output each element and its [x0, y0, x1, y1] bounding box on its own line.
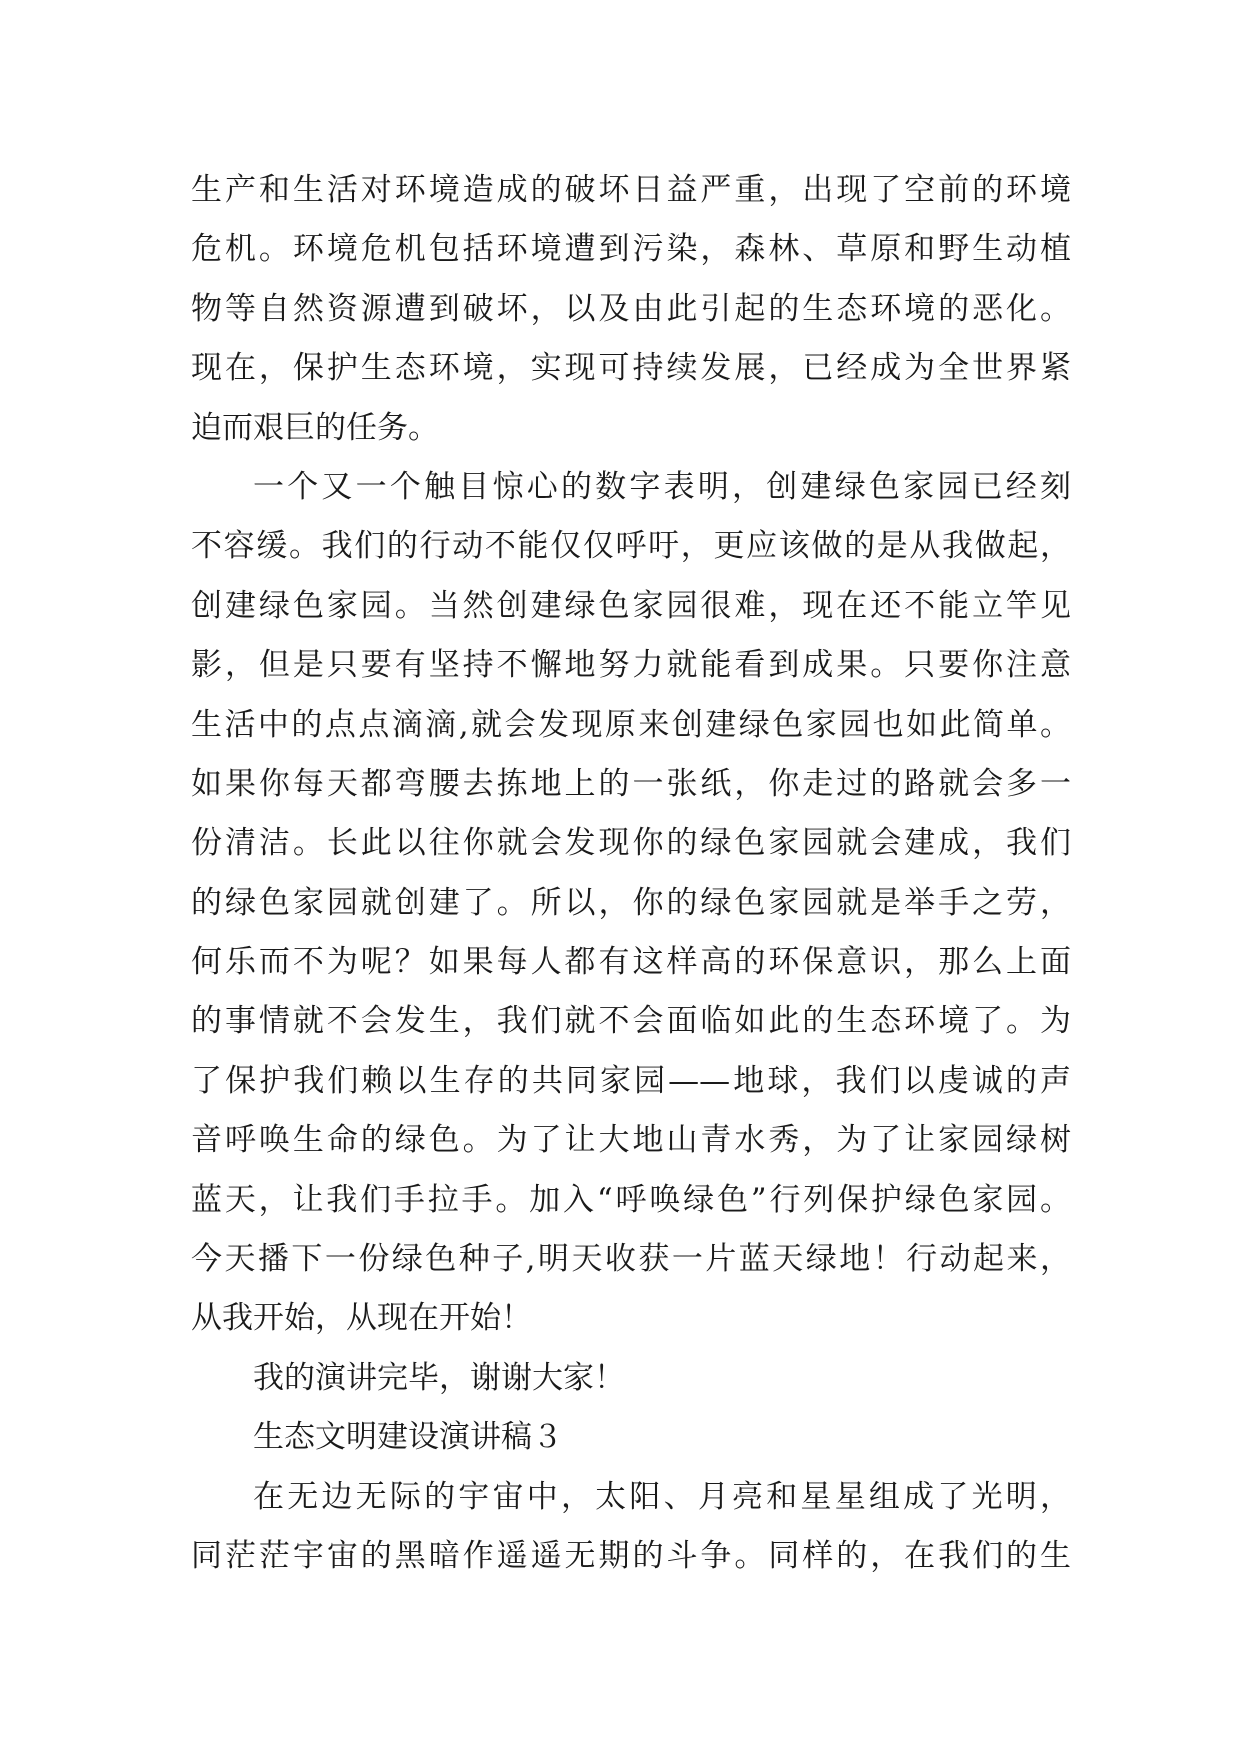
text-line: 在无边无际的宇宙中，太阳、月亮和星星组成了光明， [253, 1478, 1071, 1515]
text-line: 音呼唤生命的绿色。为了让大地山青水秀，为了让家园绿树 [191, 1122, 1071, 1159]
text-line: 今天播下一份绿色种子,明天收获一片蓝天绿地！行动起来， [191, 1241, 1071, 1278]
body-text [191, 161, 1071, 1586]
text-line: 从我开始，从现在开始！ [191, 1300, 532, 1337]
text-line: 的绿色家园就创建了。所以，你的绿色家园就是举手之劳， [191, 884, 1071, 921]
text-line: 同茫茫宇宙的黑暗作遥遥无期的斗争。同样的，在我们的生 [191, 1537, 1071, 1574]
text-line: 生活中的点点滴滴,就会发现原来创建绿色家园也如此简单。 [191, 706, 1071, 743]
section-heading: 生态文明建设演讲稿３ [253, 1419, 563, 1456]
text-line: 生产和生活对环境造成的破坏日益严重，出现了空前的环境 [191, 172, 1071, 208]
text-line: 了保护我们赖以生存的共同家园——地球，我们以虔诚的声 [191, 1062, 1071, 1099]
text-line: 的事情就不会发生，我们就不会面临如此的生态环境了。为 [191, 1003, 1071, 1040]
text-line: 何乐而不为呢？如果每人都有这样高的环保意识，那么上面 [191, 944, 1071, 981]
text-line: 迫而艰巨的任务。 [191, 409, 439, 446]
text-line: 不容缓。我们的行动不能仅仅呼吁，更应该做的是从我做起， [191, 528, 1071, 565]
text-line: 影，但是只要有坚持不懈地努力就能看到成果。只要你注意 [191, 647, 1071, 684]
text-line: 如果你每天都弯腰去拣地上的一张纸，你走过的路就会多一 [191, 765, 1071, 802]
closing-line: 我的演讲完毕，谢谢大家！ [253, 1359, 625, 1396]
text-line: 创建绿色家园。当然创建绿色家园很难，现在还不能立竿见 [191, 587, 1071, 624]
text-line: 物等自然资源遭到破坏，以及由此引起的生态环境的恶化。 [191, 290, 1071, 327]
text-line: 一个又一个触目惊心的数字表明，创建绿色家园已经刻 [253, 468, 1071, 505]
text-line: 份清洁。长此以往你就会发现你的绿色家园就会建成，我们 [191, 825, 1071, 862]
text-line: 蓝天，让我们手拉手。加入“呼唤绿色”行列保护绿色家园。 [191, 1181, 1071, 1218]
text-line: 现在，保护生态环境，实现可持续发展，已经成为全世界紧 [191, 350, 1071, 387]
text-line: 危机。环境危机包括环境遭到污染，森林、草原和野生动植 [191, 231, 1071, 268]
